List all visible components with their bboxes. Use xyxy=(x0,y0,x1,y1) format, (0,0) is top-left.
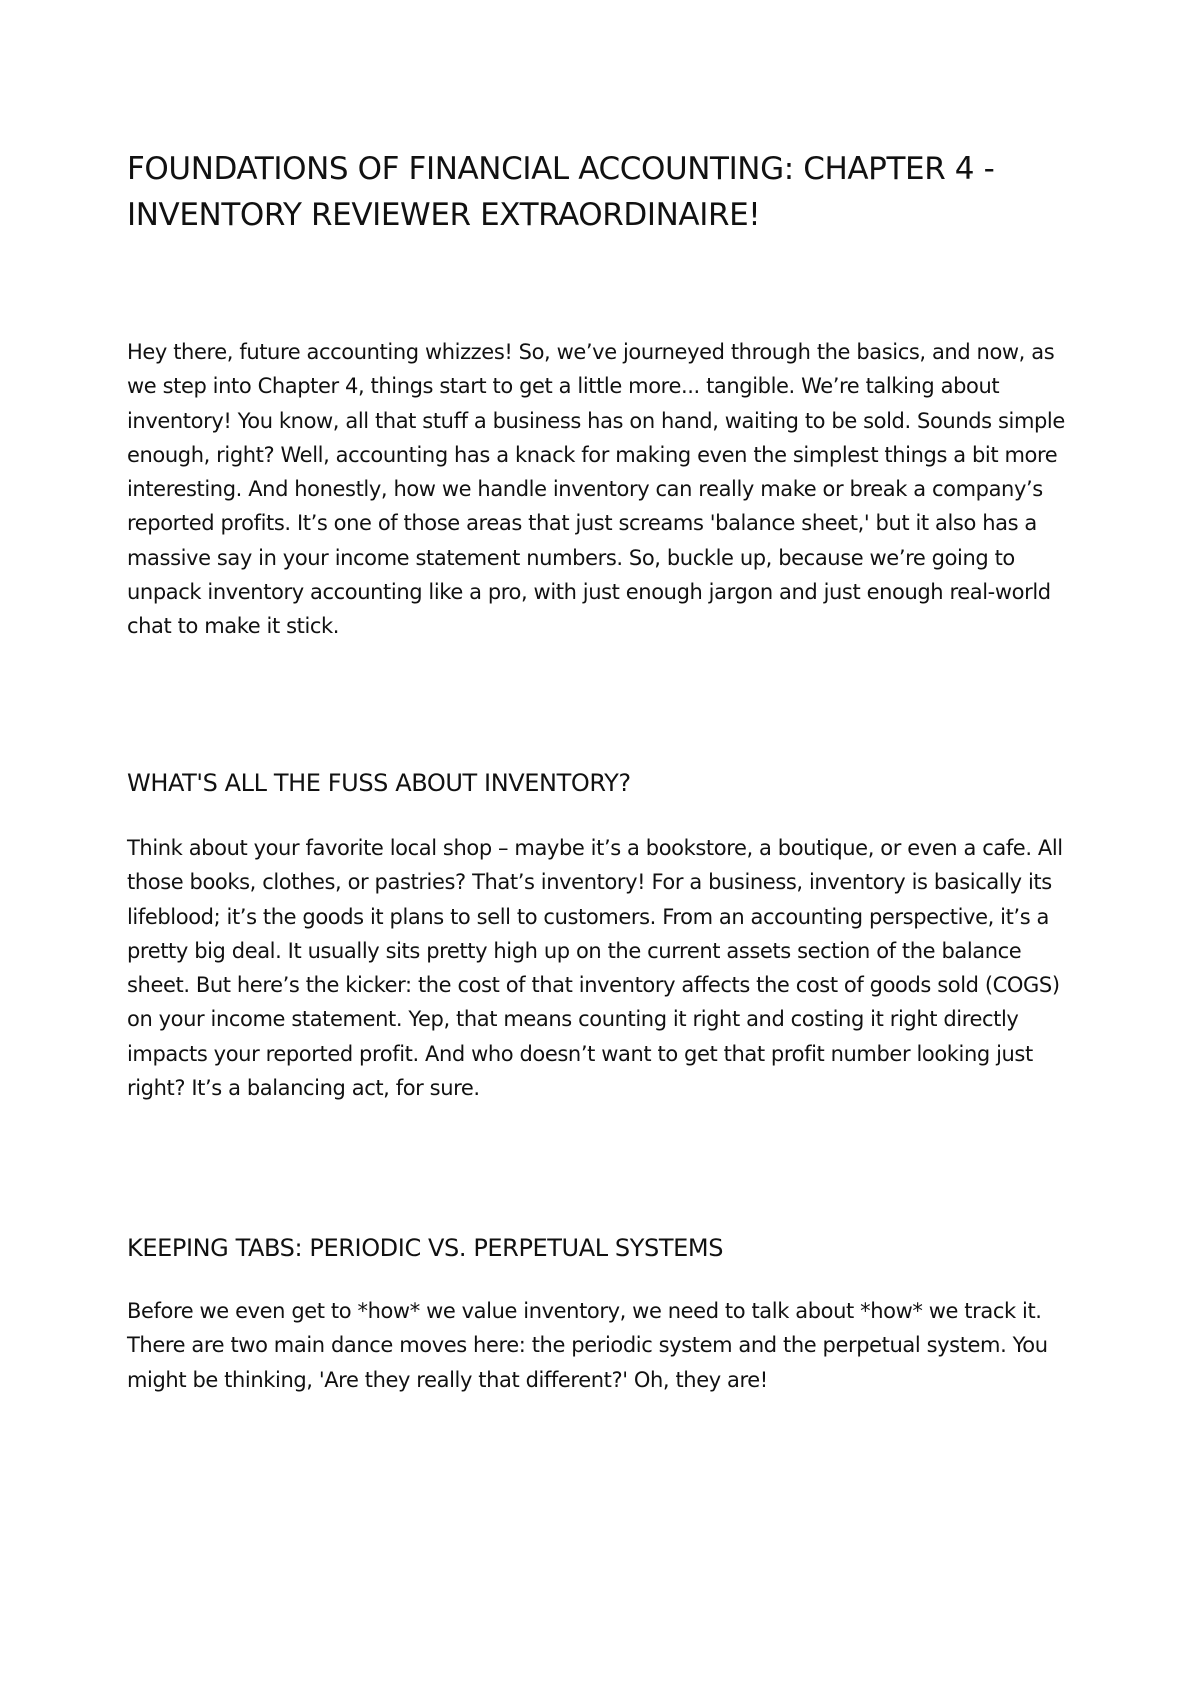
document-title: FOUNDATIONS OF FINANCIAL ACCOUNTING: CHAPTER 4 - INVENTORY REVIEWER EXTRAORDINAIRE! xyxy=(127,151,995,233)
section-body-inventory-fuss: Think about your favorite local shop – maybe it’s a bookstore, a boutique, or even a cafe. All those books, clothes, or pastries? That’s inventory! For a business, inventory is basically its lifeblood; it’s the goods it plans to sell to customers. From an accounting perspective, it’s a pretty big deal. It usually sits pretty high up on the current assets section of the balance sheet. But here’s the kicker: the cost of that inventory affects the cost of goods sold (COGS) on your income statement. Yep, that means counting it right and costing it right directly impacts your reported profit. And who doesn’t want to get that profit number looking just right? It’s a balancing act, for sure. xyxy=(127,836,1063,1101)
intro-paragraph: Hey there, future accounting whizzes! So, we’ve journeyed through the basics, and now, as we step into Chapter 4, things start to get a little more... tangible. We’re talking about inventory! You know, all that stuff a business has on hand, waiting to be sold. Sounds simple enough, right? Well, accounting has a knack for making even the simplest things a bit more interesting. And honestly, how we handle inventory can really make or break a company’s reported profits. It’s one of those areas that just screams 'balance sheet,' but it also has a massive say in your income statement numbers. So, buckle up, because we’re going to unpack inventory accounting like a pro, with just enough jargon and just enough real-world chat to make it stick. xyxy=(127,340,1065,639)
section-heading-inventory-fuss: WHAT'S ALL THE FUSS ABOUT INVENTORY? xyxy=(127,769,631,797)
section-body-periodic-perpetual: Before we even get to *how* we value inventory, we need to talk about *how* we track it. There are two main dance moves here: the periodic system and the perpetual system. You might be thinking, 'Are they really that different?' Oh, they are! xyxy=(127,1299,1048,1392)
section-heading-periodic-perpetual: KEEPING TABS: PERIODIC VS. PERPETUAL SYSTEMS xyxy=(127,1234,724,1262)
